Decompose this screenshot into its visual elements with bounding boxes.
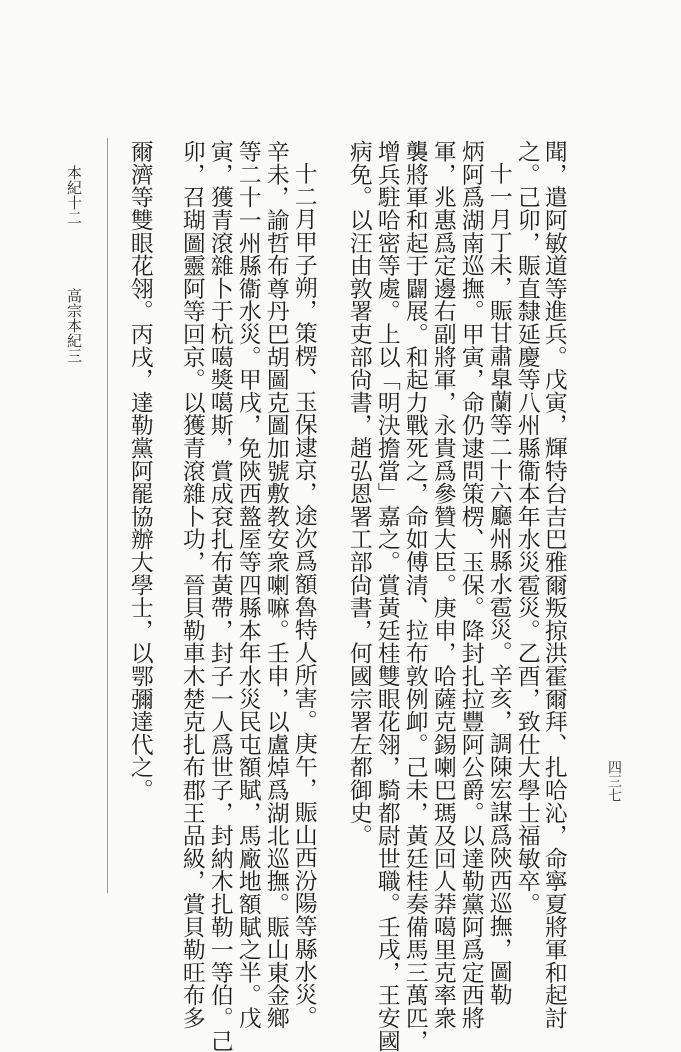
- text-column-1: 聞，遣阿敏道等進兵。戊寅，輝特台吉巴雅爾叛掠洪霍爾拜、扎哈沁，命寧夏將軍和起討: [540, 140, 567, 1030]
- text-column-8: 病免。以汪由敦署吏部尙書，趙弘恩署工部尙書，何國宗署左都御史。: [345, 140, 372, 847]
- text-column-11: 等二十一州縣衞水災。甲戌，免陝西盩厔等四縣本年水災民屯額賦，馬廠地額賦之半。戊: [234, 140, 261, 1030]
- text-column-6: 襲將軍和起于闢展。和起力戰死之，命如傅清、拉布敦例卹。己未，黃廷桂奏備馬三萬匹，: [401, 140, 428, 1052]
- text-column-13: 卯，召瑚圖靈阿等回京。以獲青滾雜卜功，晉貝勒車木楚克扎布郡王品級，賞貝勒旺布多: [178, 140, 205, 1030]
- text-column-2: 之。己卯，賑直隸延慶等八州縣衞本年水災雹災。乙酉，致仕大學士福敏卒。: [513, 140, 540, 916]
- text-column-9: 十二月甲子朔，策楞、玉保逮京，途次爲額魯特人所害。庚午，賑山西汾陽等縣水災。: [290, 162, 317, 1029]
- running-header-chapter: 高宗本紀三: [65, 288, 83, 363]
- text-column-7: 增兵駐哈密等處。上以「明決擔當」嘉之。賞黃廷桂雙眼花翎，騎都尉世職。壬戌，王安國: [373, 140, 400, 1052]
- text-column-14: 爾濟等雙眼花翎。丙戌，達勒黨阿罷協辦大學士，以鄂彌達代之。: [126, 140, 153, 802]
- text-column-10: 辛未，諭哲布尊丹巴胡圖克圖加號敷教安衆喇嘛。壬申，以盧焯爲湖北巡撫。賑山東金鄉: [262, 140, 289, 1030]
- running-header-volume: 本紀十二: [65, 165, 83, 225]
- text-column-4: 炳阿爲湖南巡撫。甲寅，命仍逮問策楞、玉保。降封扎拉豐阿公爵。以達勒黨阿爲定西將: [457, 140, 484, 1030]
- text-column-3: 十一月丁未，賑甘肅臯蘭等二十六廳州縣水雹災。辛亥，調陳宏謀爲陝西巡撫，圖勒: [485, 162, 512, 1006]
- page-number: 四三七: [606, 760, 622, 802]
- header-rule: [107, 138, 108, 893]
- text-column-12: 寅，獲青滾雜卜于杭噶獎噶斯，賞成袞扎布黃帶，封子一人爲世子，封納木扎勒一等伯。己: [206, 140, 233, 1052]
- text-column-5: 軍，兆惠爲定邊右副將軍，永貴爲參贊大臣。庚申，哈薩克錫喇巴瑪及回人莽噶里克率衆: [429, 140, 456, 1030]
